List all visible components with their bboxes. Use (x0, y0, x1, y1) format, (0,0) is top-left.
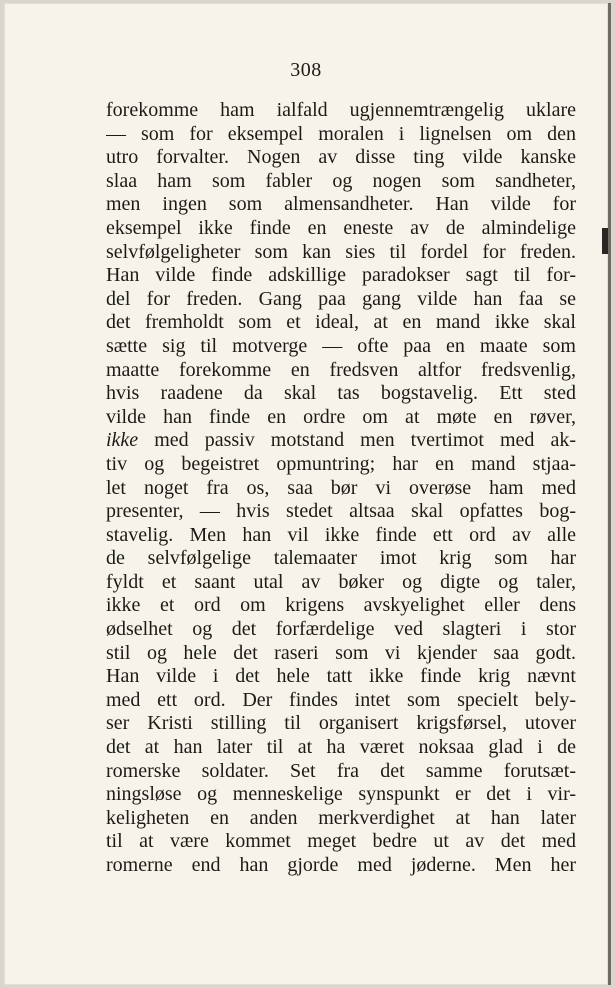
book-page (4, 3, 611, 985)
text-line: ningsløse og menneskelige synspunkt er det i vir- (106, 783, 576, 806)
text-line: keligheten en anden merkverdighet at han later (106, 806, 576, 829)
text-line: romerske soldater. Set fra det samme forutsæt- (106, 759, 576, 782)
body-text (106, 99, 576, 878)
text-line: det at han later til at ha været noksaa glad i de (106, 736, 576, 759)
text-line: let noget fra os, saa bør vi overøse ham med (106, 476, 576, 499)
text-line: utro forvalter. Nogen av disse ting vilde kanske (106, 146, 576, 169)
text-line: Han vilde finde adskillige paradokser sagt til for- (106, 264, 576, 287)
text-line: det fremholdt som et ideal, at en mand ikke skal (106, 311, 576, 334)
binding-edge-mark (602, 228, 608, 254)
emphasized-word: ikke (106, 429, 139, 452)
text-line: stavelig. Men han vil ikke finde ett ord av alle (106, 523, 576, 546)
text-line: til at være kommet meget bedre ut av det med (106, 830, 576, 853)
text-line: ikke et ord om krigens avskyelighet eller dens (106, 594, 576, 617)
text-line: ødselhet og det forfærdelige ved slagteri i stor (106, 618, 576, 641)
text-line-rest: med passiv motstand men tvertimot med ak- (154, 429, 576, 452)
text-line: tiv og begeistret opmuntring; har en mand stjaa- (106, 452, 576, 475)
text-line: romerne end han gjorde med jøderne. Men her (106, 854, 576, 876)
text-line: stil og hele det raseri som vi kjender saa godt. (106, 641, 576, 664)
text-line: fyldt et saant utal av bøker og digte og taler, (106, 570, 576, 593)
text-line: men ingen som almensandheter. Han vilde for (106, 193, 576, 216)
text-line: vilde han finde en ordre om at møte en røver, (106, 405, 576, 428)
text-line-with-emphasis (106, 429, 576, 453)
text-line: de selvfølgelige talemaater imot krig som har (106, 547, 576, 570)
text-line: ser Kristi stilling til organisert krigsførsel, utover (106, 712, 576, 735)
text-line: presenter, — hvis stedet altsaa skal opfattes bog- (106, 500, 576, 523)
text-line: maatte forekomme en fredsven altfor fredsvenlig, (106, 358, 576, 381)
page-number: 308 (290, 59, 322, 81)
text-line: Han vilde i det hele tatt ikke finde krig nævnt (106, 665, 576, 688)
text-line: med ett ord. Der findes intet som specielt bely- (106, 688, 576, 711)
text-line: — som for eksempel moralen i lignelsen om den (106, 122, 576, 145)
text-line: slaa ham som fabler og nogen som sandheter, (106, 169, 576, 192)
text-line: del for freden. Gang paa gang vilde han faa se (106, 287, 576, 310)
text-line: sætte sig til motverge — ofte paa en maate som (106, 334, 576, 357)
text-line: hvis raadene da skal tas bogstavelig. Ett sted (106, 382, 576, 405)
text-line: eksempel ikke finde en eneste av de almindelige (106, 216, 576, 239)
text-line: forekomme ham ialfald ugjennemtrængelig uklare (106, 99, 576, 121)
text-line: selvfølgeligheter som kan sies til fordel for freden. (106, 240, 576, 263)
